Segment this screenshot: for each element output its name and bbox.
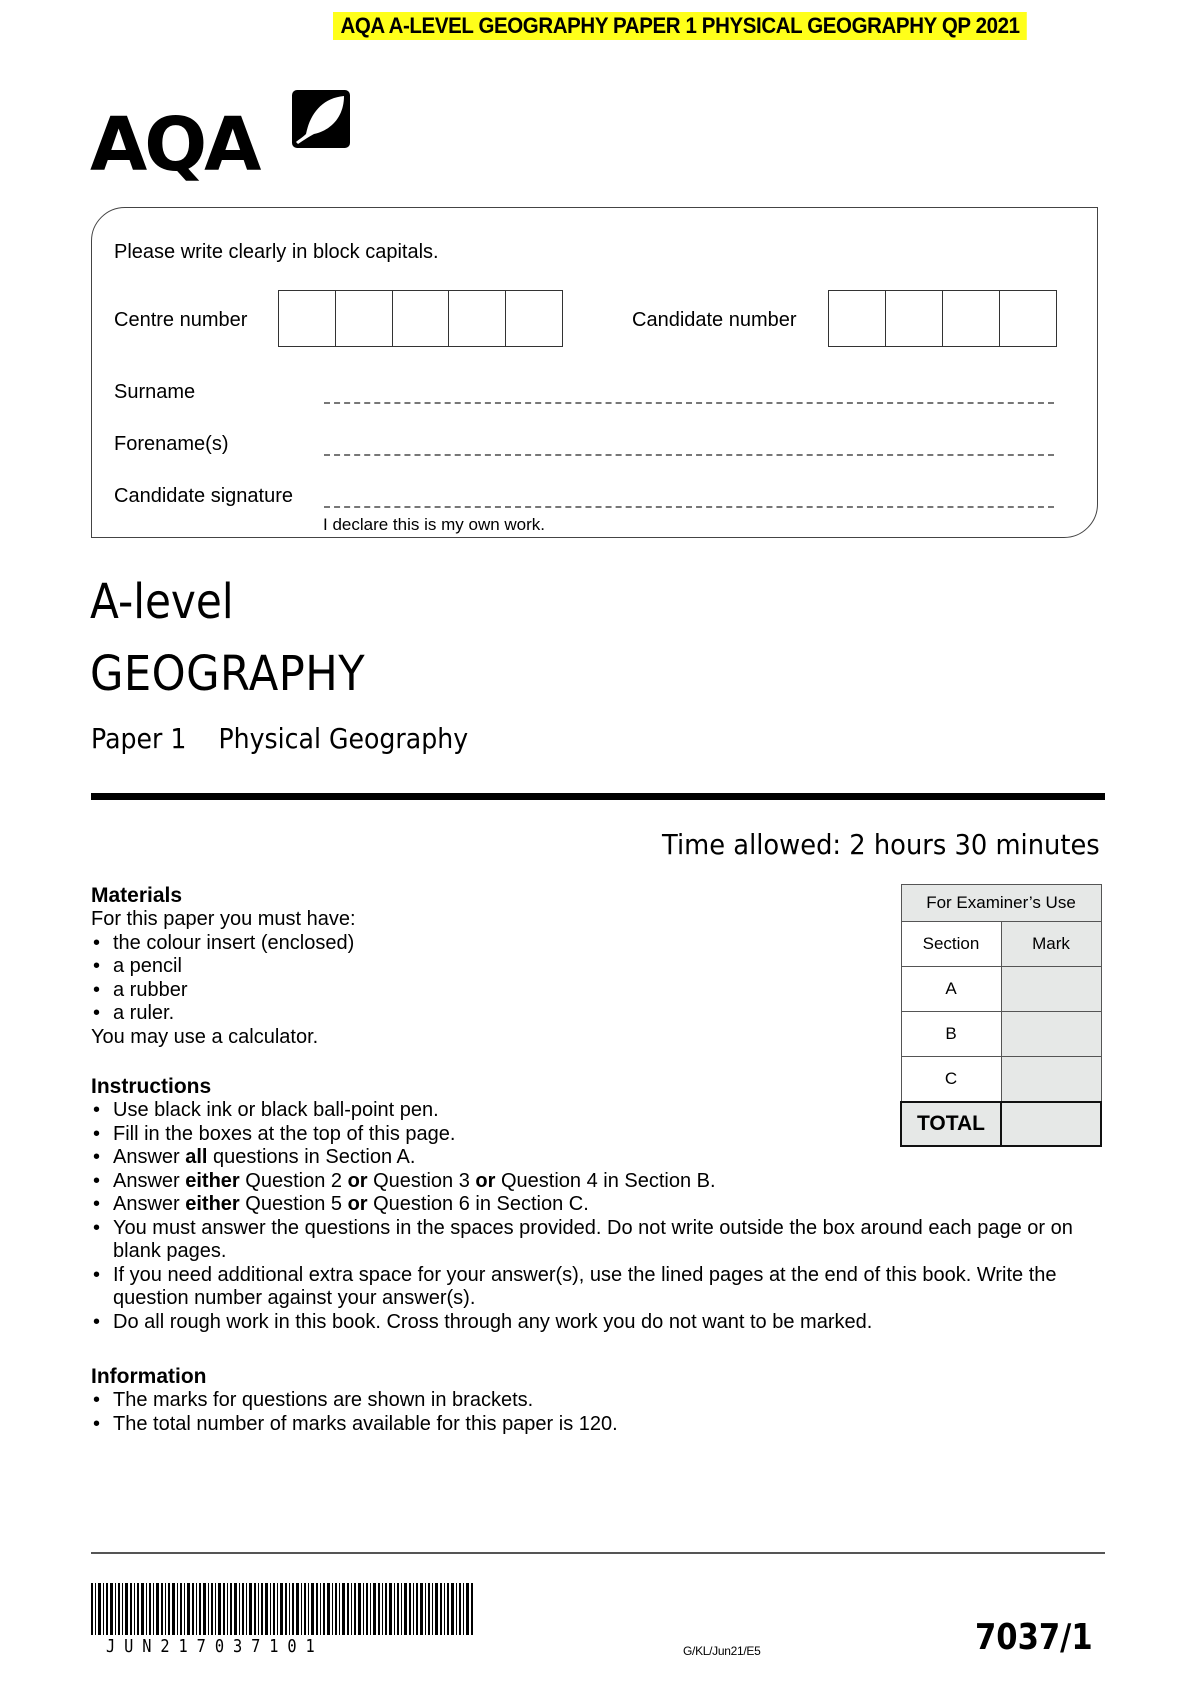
surname-label: Surname — [114, 381, 196, 403]
paper-title: Paper 1 Physical Geography — [91, 722, 469, 755]
block-capitals-instruction: Please write clearly in block capitals. — [114, 241, 439, 263]
title-divider — [91, 793, 1105, 800]
centre-number-digit[interactable] — [336, 291, 393, 346]
candidate-number-digit[interactable] — [1000, 291, 1056, 346]
list-item: • If you need additional extra space for your answer(s), use the lined pages at the end of this book. Write the question number against your answer(s). — [91, 1264, 1091, 1311]
candidate-number-digit[interactable] — [886, 291, 943, 346]
list-item: • Answer all questions in Section A. — [91, 1146, 1091, 1170]
materials-intro: For this paper you must have: — [91, 908, 356, 930]
barcode-text: JUN217037101 — [106, 1636, 324, 1657]
declaration-text: I declare this is my own work. — [323, 515, 546, 534]
forenames-field[interactable] — [324, 454, 1054, 456]
paper-code: 7037/1 — [975, 1617, 1093, 1658]
document-title-banner: AQA A-LEVEL GEOGRAPHY PAPER 1 PHYSICAL GEOGRAPHY QP 2021 — [333, 12, 1027, 40]
information-heading: Information — [91, 1365, 207, 1388]
list-item: • Use black ink or black ball-point pen. — [91, 1099, 1091, 1123]
information-list — [91, 1389, 991, 1436]
centre-number-digit[interactable] — [449, 291, 506, 346]
total-mark-cell — [1001, 1102, 1101, 1146]
candidate-number-digit[interactable] — [829, 291, 886, 346]
centre-number-digit[interactable] — [393, 291, 450, 346]
materials-list — [91, 932, 791, 1026]
signature-field[interactable] — [324, 506, 1054, 508]
information-section — [91, 1365, 991, 1436]
centre-number-digit[interactable] — [506, 291, 562, 346]
section-label: C — [901, 1057, 1001, 1103]
list-item: • Answer either Question 5 or Question 6 in Section C. — [91, 1193, 1091, 1217]
section-label: B — [901, 1012, 1001, 1057]
materials-section — [91, 884, 791, 1049]
mark-cell — [1001, 1012, 1101, 1057]
list-item: • a rubber — [91, 979, 791, 1003]
candidate-number-label: Candidate number — [632, 309, 797, 331]
instructions-heading: Instructions — [91, 1075, 212, 1098]
mark-cell — [1001, 967, 1101, 1012]
qualification-level: A-level — [90, 574, 234, 630]
surname-field[interactable] — [324, 402, 1054, 404]
list-item: • a pencil — [91, 955, 791, 979]
list-item: • the colour insert (enclosed) — [91, 932, 791, 956]
aqa-logo-text: AQA — [90, 102, 259, 188]
list-item: • The marks for questions are shown in brackets. — [91, 1389, 991, 1413]
aqa-leaf-icon — [292, 90, 350, 148]
list-item: • a ruler. — [91, 1002, 791, 1026]
footer-divider — [91, 1552, 1105, 1554]
centre-number-input[interactable] — [278, 290, 563, 347]
centre-number-digit[interactable] — [279, 291, 336, 346]
forenames-label: Forename(s) — [114, 433, 229, 455]
list-item: • You must answer the questions in the spaces provided. Do not write outside the box around each page or on blank pages. — [91, 1217, 1091, 1264]
mark-column-header: Mark — [1001, 922, 1101, 967]
list-item: • The total number of marks available for this paper is 120. — [91, 1413, 991, 1437]
examiners-use-header: For Examiner’s Use — [901, 885, 1101, 922]
subject-title: GEOGRAPHY — [90, 646, 366, 702]
candidate-number-input[interactable] — [828, 290, 1057, 347]
candidate-number-digit[interactable] — [943, 291, 1000, 346]
centre-number-label: Centre number — [114, 309, 248, 331]
document-reference: G/KL/Jun21/E5 — [683, 1644, 761, 1658]
mark-cell — [1001, 1057, 1101, 1103]
list-item: • Fill in the boxes at the top of this page. — [91, 1123, 1091, 1147]
list-item: • Do all rough work in this book. Cross through any work you do not want to be marked. — [91, 1311, 1091, 1335]
section-column-header: Section — [901, 922, 1001, 967]
signature-label: Candidate signature — [114, 485, 294, 507]
time-allowed: Time allowed: 2 hours 30 minutes — [662, 828, 1100, 861]
section-label: A — [901, 967, 1001, 1012]
materials-heading: Materials — [91, 884, 183, 907]
calculator-note: You may use a calculator. — [91, 1025, 319, 1048]
examiners-use-table — [900, 884, 1102, 1147]
total-label: TOTAL — [901, 1102, 1001, 1146]
list-item: • Answer either Question 2 or Question 3 or Question 4 in Section B. — [91, 1170, 1091, 1194]
barcode-icon — [91, 1583, 473, 1635]
